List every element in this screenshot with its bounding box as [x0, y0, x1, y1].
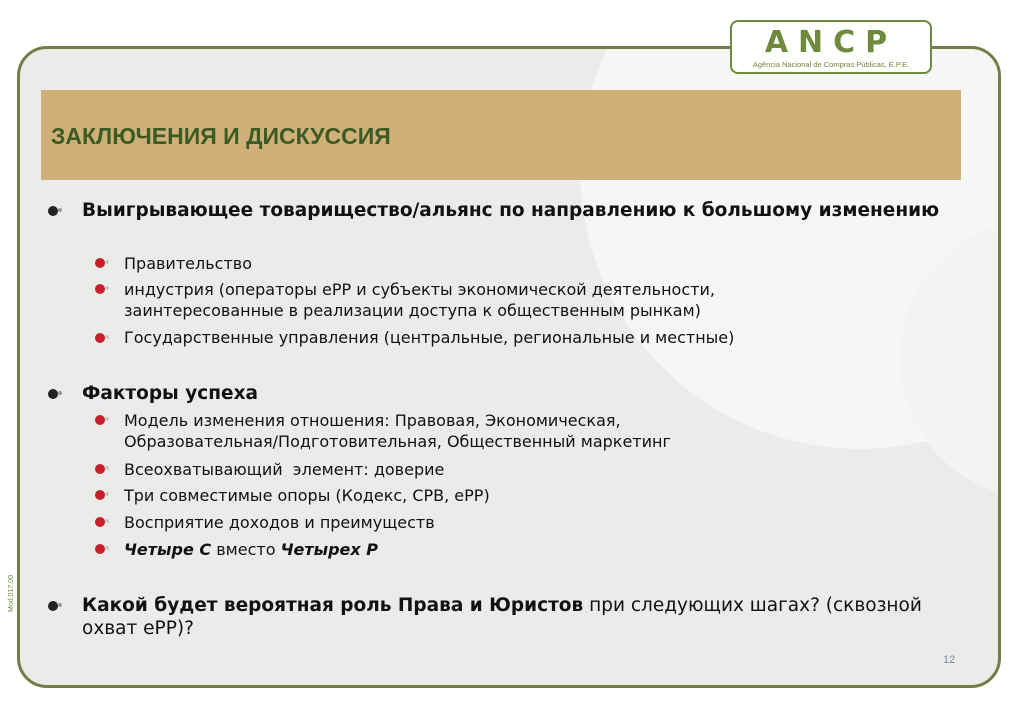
instead-text: вместо: [211, 540, 281, 559]
red-bullet-icon: [95, 517, 105, 527]
red-bullet-icon: [95, 333, 105, 343]
slide-title: ЗАКЛЮЧЕНИЯ И ДИСКУССИЯ: [51, 123, 391, 149]
section3-text: [82, 594, 932, 640]
bullet-icon: [48, 206, 58, 216]
red-bullet-icon: [95, 544, 105, 554]
four-c-text: Четыре С: [124, 540, 212, 559]
four-p-text: Четырех Р: [280, 540, 379, 559]
section2-last-item: [124, 539, 944, 560]
bullet-icon: [48, 389, 58, 399]
bullet-icon: [48, 601, 58, 611]
red-bullet-icon: [95, 284, 105, 294]
section2-item: Восприятие доходов и преимуществ: [124, 513, 435, 532]
red-bullet-icon: [95, 258, 105, 268]
section2-item: Три совместимые опоры (Кодекс, СРВ, eРР): [124, 486, 490, 505]
section1-item: Правительство: [124, 254, 252, 273]
page-number: 12: [943, 654, 956, 666]
section3-rest: при следующих шагах? (сквозной охват eРР)?: [82, 595, 922, 639]
section3-bold: Какой будет вероятная роль Права и Юристов: [82, 595, 584, 616]
mod-code: Mod.017.00: [8, 575, 15, 612]
section2-title: Факторы успеха: [82, 383, 259, 404]
section1-item: индустрия (операторы ePP и субъекты экономической деятельности, заинтересованные в реализации доступа к общественным рынкам): [124, 280, 715, 320]
red-bullet-icon: [95, 415, 105, 425]
logo-subtitle: Agência Nacional de Compras Públicas, E.P.E.: [752, 60, 910, 69]
section1-item: Государственные управления (центральные, региональные и местные): [124, 328, 735, 347]
logo-mark: ANCP: [764, 25, 898, 60]
section1-title: Выигрывающее товарищество/альянс по направлению к большому изменению: [82, 200, 940, 221]
red-bullet-icon: [95, 490, 105, 500]
red-bullet-icon: [95, 464, 105, 474]
section2-item: Модель изменения отношения: Правовая, Экономическая, Образовательная/Подготовительная, Общественный маркетинг: [124, 411, 671, 451]
section2-item: Всеохватывающий элемент: доверие: [124, 460, 445, 479]
